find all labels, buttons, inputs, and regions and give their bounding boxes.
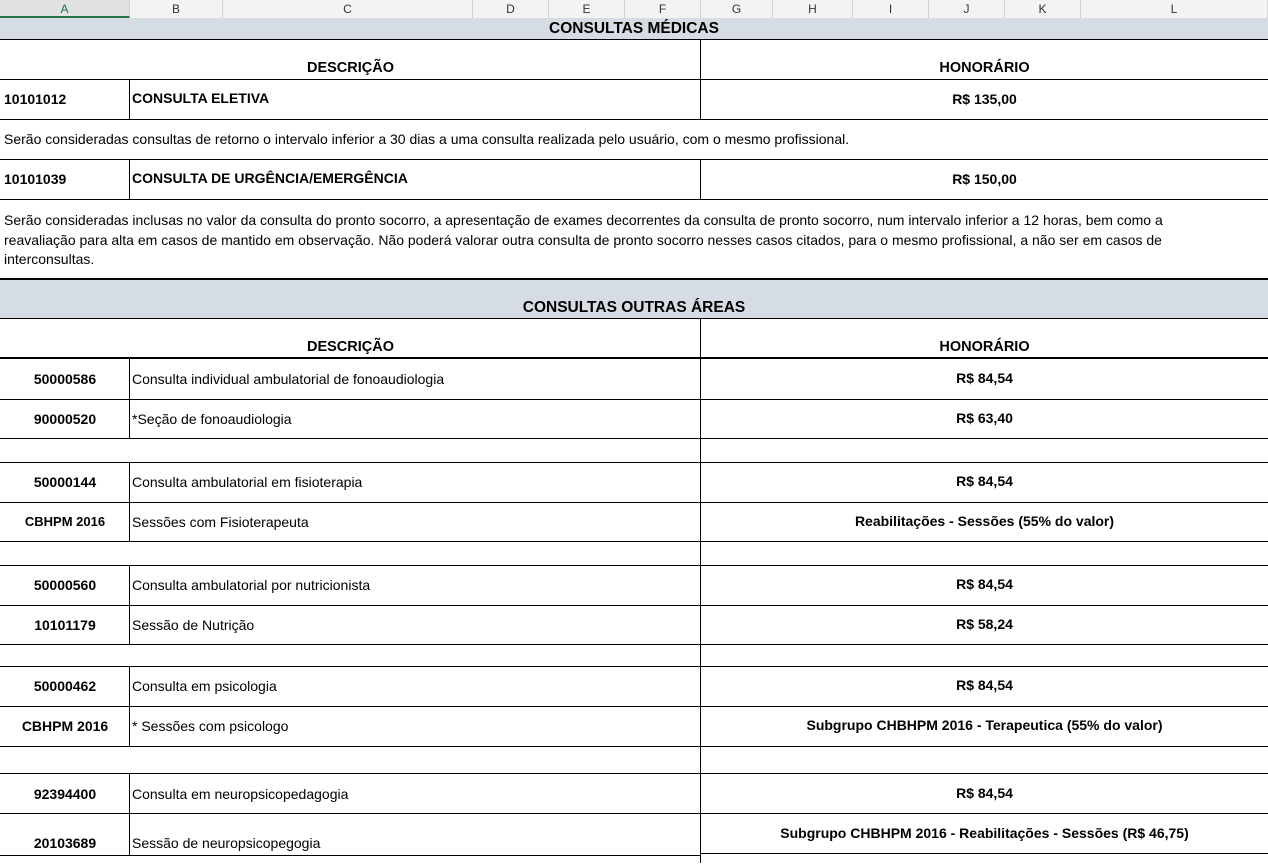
procedure-code: 90000520 bbox=[33, 411, 97, 427]
divider bbox=[129, 565, 130, 644]
column-header-l[interactable]: L bbox=[1081, 0, 1268, 18]
divider bbox=[0, 644, 1268, 645]
column-header-c[interactable]: C bbox=[223, 0, 473, 18]
divider bbox=[129, 159, 130, 199]
procedure-description: Consulta em neuropsicopedagogia bbox=[132, 786, 349, 802]
divider bbox=[0, 502, 1268, 503]
procedure-description: CONSULTA DE URGÊNCIA/EMERGÊNCIA bbox=[132, 170, 408, 186]
procedure-code: 50000560 bbox=[33, 577, 97, 593]
procedure-description: Consulta individual ambulatorial de fonoaudiologia bbox=[132, 371, 445, 387]
procedure-fee: R$ 58,24 bbox=[956, 616, 1013, 632]
column-header-g[interactable]: G bbox=[701, 0, 773, 18]
header-descricao: DESCRIÇÃO bbox=[306, 60, 394, 76]
divider bbox=[0, 706, 1268, 707]
procedure-description: Consulta ambulatorial em fisioterapia bbox=[132, 474, 363, 490]
divider bbox=[700, 79, 701, 119]
divider bbox=[701, 853, 1268, 854]
divider bbox=[0, 746, 1268, 747]
note-retorno: Serão consideradas consultas de retorno o intervalo inferior a 30 dias a uma consulta realizada pelo usuário, com o mesmo profissional. bbox=[4, 131, 850, 147]
divider bbox=[0, 39, 1268, 40]
procedure-fee: Reabilitações - Sessões (55% do valor) bbox=[854, 513, 1115, 529]
column-header-a[interactable]: A bbox=[0, 0, 130, 18]
section-title-medicas: CONSULTAS MÉDICAS bbox=[0, 18, 1268, 39]
column-header-j[interactable]: J bbox=[929, 0, 1005, 18]
header-honorario: HONORÁRIO bbox=[939, 339, 1030, 355]
column-header-b[interactable]: B bbox=[130, 0, 223, 18]
divider bbox=[0, 119, 1268, 120]
divider bbox=[0, 399, 1268, 400]
procedure-description: Sessão de neuropsicopegogia bbox=[132, 835, 321, 851]
procedure-description: *Seção de fonoaudiologia bbox=[132, 411, 292, 427]
procedure-code: 10101179 bbox=[34, 617, 96, 633]
procedure-code: 20103689 bbox=[33, 835, 97, 851]
divider bbox=[0, 565, 1268, 566]
divider bbox=[0, 605, 1268, 606]
note-pronto-socorro-line-1: Serão consideradas inclusas no valor da consulta do pronto socorro, a apresentação de exames decorrentes da consulta de pronto socorro, num intervalo inferior a 12 horas, bem como a bbox=[4, 212, 1163, 228]
procedure-description: Sessão de Nutrição bbox=[132, 617, 255, 633]
procedure-code: 92394400 bbox=[33, 786, 97, 802]
divider bbox=[0, 666, 1268, 667]
section-title-outras: CONSULTAS OUTRAS ÁREAS bbox=[0, 280, 1268, 318]
divider bbox=[129, 462, 130, 541]
column-header-bar bbox=[0, 0, 1268, 19]
header-honorario: HONORÁRIO bbox=[939, 60, 1030, 76]
divider bbox=[0, 438, 1268, 439]
procedure-code: 50000144 bbox=[33, 474, 97, 490]
column-header-h[interactable]: H bbox=[773, 0, 853, 18]
divider bbox=[129, 79, 130, 119]
procedure-fee: R$ 84,54 bbox=[956, 785, 1013, 801]
column-header-i[interactable]: I bbox=[853, 0, 929, 18]
procedure-fee: R$ 63,40 bbox=[956, 410, 1013, 426]
procedure-fee: R$ 84,54 bbox=[956, 576, 1013, 592]
divider bbox=[129, 666, 130, 746]
divider bbox=[129, 773, 130, 855]
procedure-description: CONSULTA ELETIVA bbox=[132, 90, 270, 106]
divider bbox=[0, 773, 1268, 774]
procedure-description: Consulta em psicologia bbox=[132, 678, 277, 694]
column-header-k[interactable]: K bbox=[1005, 0, 1081, 18]
note-pronto-socorro-line-3: interconsultas. bbox=[4, 251, 95, 267]
procedure-code: 10101012 bbox=[4, 91, 67, 107]
divider bbox=[0, 199, 1268, 200]
divider bbox=[0, 79, 1268, 80]
divider bbox=[129, 357, 130, 438]
procedure-description: Consulta ambulatorial por nutricionista bbox=[132, 577, 371, 593]
procedure-description: Sessões com Fisioterapeuta bbox=[132, 514, 309, 530]
procedure-code: 10101039 bbox=[4, 171, 67, 187]
divider bbox=[700, 39, 701, 79]
divider bbox=[0, 159, 1268, 160]
divider bbox=[0, 462, 1268, 463]
procedure-description: * Sessões com psicologo bbox=[132, 718, 289, 734]
divider bbox=[0, 855, 701, 856]
procedure-fee: Subgrupo CHBHPM 2016 - Terapeutica (55% do valor) bbox=[806, 717, 1163, 733]
procedure-fee: R$ 84,54 bbox=[956, 370, 1013, 386]
divider bbox=[700, 318, 701, 863]
divider bbox=[0, 357, 1268, 359]
divider bbox=[0, 541, 1268, 542]
procedure-fee: Subgrupo CHBHPM 2016 - Reabilitações - Sessões (R$ 46,75) bbox=[780, 825, 1189, 841]
procedure-code: CBHPM 2016 bbox=[24, 514, 106, 529]
procedure-code: CBHPM 2016 bbox=[21, 718, 109, 734]
column-header-f[interactable]: F bbox=[625, 0, 701, 18]
procedure-fee: R$ 135,00 bbox=[952, 91, 1017, 107]
note-pronto-socorro-line-2: reavaliação para alta em casos de mantido em observação. Não poderá valorar outra consulta de pronto socorro nesses casos citados, para o mesmo profissional, a não ser em casos de bbox=[4, 231, 1162, 248]
procedure-code: 50000462 bbox=[33, 678, 97, 694]
procedure-code: 50000586 bbox=[33, 371, 97, 387]
divider bbox=[0, 318, 1268, 319]
column-header-d[interactable]: D bbox=[473, 0, 549, 18]
divider bbox=[700, 159, 701, 199]
procedure-fee: R$ 84,54 bbox=[956, 473, 1013, 489]
procedure-fee: R$ 84,54 bbox=[956, 677, 1013, 693]
procedure-fee: R$ 150,00 bbox=[952, 171, 1017, 187]
column-header-e[interactable]: E bbox=[549, 0, 625, 18]
divider bbox=[0, 813, 1268, 814]
header-descricao: DESCRIÇÃO bbox=[306, 339, 394, 355]
